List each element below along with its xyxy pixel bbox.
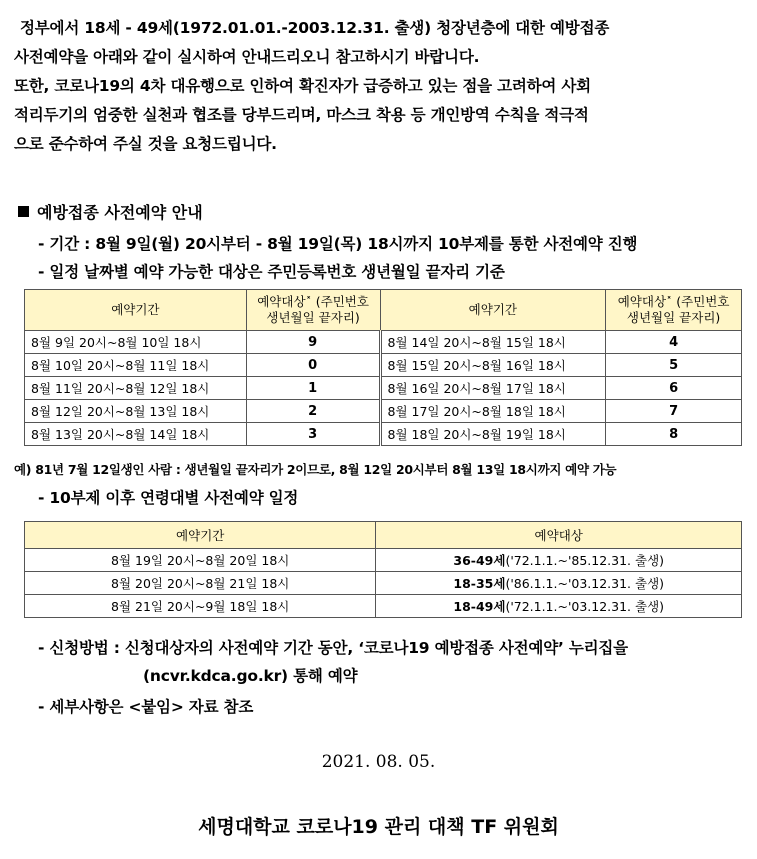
digit-cell: 1 [246,377,380,400]
digit-cell: 8 [606,423,742,446]
table-row [25,549,742,572]
period-cell: 8월 9일 20시~8월 10일 18시 [25,331,247,354]
table-row [25,572,742,595]
table-row [25,595,742,618]
intro-paragraph [14,14,744,159]
header-period: 예약기간 [25,290,247,331]
birth-range: ('72.1.1.~'85.12.31. 출생) [505,553,665,568]
period-cell: 8월 16일 20시~8월 17일 18시 [380,377,606,400]
digit-cell: 3 [246,423,380,446]
square-bullet-icon [18,206,29,217]
intro-line-5: 으로 준수하여 주실 것을 요청드립니다. [14,135,277,153]
target-cell [376,595,742,618]
period-cell: 8월 18일 20시~8월 19일 18시 [380,423,606,446]
digit-cell: 9 [246,331,380,354]
section-title-text: 예방접종 사전예약 안내 [37,203,203,222]
intro-line-1: 정부에서 18세 - 49세(1972.01.01.-2003.12.31. 출생) 청장년층에 대한 예방접종 [20,19,610,37]
table-row [25,400,742,423]
age-schedule-title: - 10부제 이후 연령대별 사전예약 일정 [38,489,299,507]
header-target [246,290,380,331]
header-target-2-line2: 생년월일 끝자리) [626,310,721,325]
period-cell: 8월 10일 20시~8월 11일 18시 [25,354,247,377]
age-schedule-table [24,521,742,618]
table-header-row [25,290,742,331]
period-cell: 8월 14일 20시~8월 15일 18시 [380,331,606,354]
digit-cell: 5 [606,354,742,377]
header-period: 예약기간 [25,522,376,549]
table-row [25,377,742,400]
digit-cell: 2 [246,400,380,423]
period-cell: 8월 17일 20시~8월 18일 18시 [380,400,606,423]
age-group: 18-35세 [453,576,506,591]
method-line-2: (ncvr.kdca.go.kr) 통해 예약 [143,667,358,685]
digit-cell: 6 [606,377,742,400]
birth-range: ('86.1.1.~'03.12.31. 출생) [505,576,665,591]
document-date: 2021. 08. 05. [321,752,436,772]
example-note: 예) 81년 7월 12일생인 사람 : 생년월일 끝자리가 2이므로, 8월 12일 20시부터 8월 13일 18시까지 예약 가능 [14,462,617,477]
target-cell [376,572,742,595]
header-period-2: 예약기간 [380,290,606,331]
period-cell: 8월 19일 20시~8월 20일 18시 [25,549,376,572]
digit-cell: 4 [606,331,742,354]
table-row [25,331,742,354]
ten-part-schedule-table [24,289,742,446]
period-cell: 8월 12일 20시~8월 13일 18시 [25,400,247,423]
period-cell: 8월 20일 20시~8월 21일 18시 [25,572,376,595]
detail-note: - 세부사항은 <붙임> 자료 참조 [38,698,254,716]
period-cell: 8월 21일 20시~9월 18일 18시 [25,595,376,618]
section-title [18,200,203,223]
age-group: 36-49세 [453,553,506,568]
header-target-2-line1: 예약대상˟ (주민번호 [617,294,730,309]
header-target-line2: 생년월일 끝자리) [266,310,360,325]
digit-cell: 7 [606,400,742,423]
schedule-note: - 일정 날짜별 예약 가능한 대상은 주민등록번호 생년월일 끝자리 기준 [38,263,505,281]
table-row [25,354,742,377]
header-target: 예약대상 [376,522,742,549]
intro-line-4: 적리두기의 엄중한 실천과 협조를 당부드리며, 마스크 착용 등 개인방역 수칙을 적극적 [14,106,589,124]
table-header-row [25,522,742,549]
intro-line-2: 사전예약을 아래와 같이 실시하여 안내드리오니 참고하시기 바랍니다. [14,48,480,66]
header-target-line1: 예약대상˟ (주민번호 [257,294,369,309]
digit-cell: 0 [246,354,380,377]
reservation-period: - 기간 : 8월 9일(월) 20시부터 - 8월 19일(목) 18시까지 10부제를 통한 사전예약 진행 [38,235,638,253]
birth-range: ('72.1.1.~'03.12.31. 출생) [505,599,665,614]
target-cell [376,549,742,572]
method-line-1: - 신청방법 : 신청대상자의 사전예약 기간 동안, ‘코로나19 예방접종 사전예약’ 누리집을 [38,639,628,657]
intro-line-3: 또한, 코로나19의 4차 대유행으로 인하여 확진자가 급증하고 있는 점을 고려하여 사회 [14,77,591,95]
age-group: 18-49세 [453,599,506,614]
header-target-2 [606,290,742,331]
table-row [25,423,742,446]
period-cell: 8월 13일 20시~8월 14일 18시 [25,423,247,446]
period-cell: 8월 11일 20시~8월 12일 18시 [25,377,247,400]
organization-name: 세명대학교 코로나19 관리 대책 TF 위원회 [198,816,559,838]
period-cell: 8월 15일 20시~8월 16일 18시 [380,354,606,377]
